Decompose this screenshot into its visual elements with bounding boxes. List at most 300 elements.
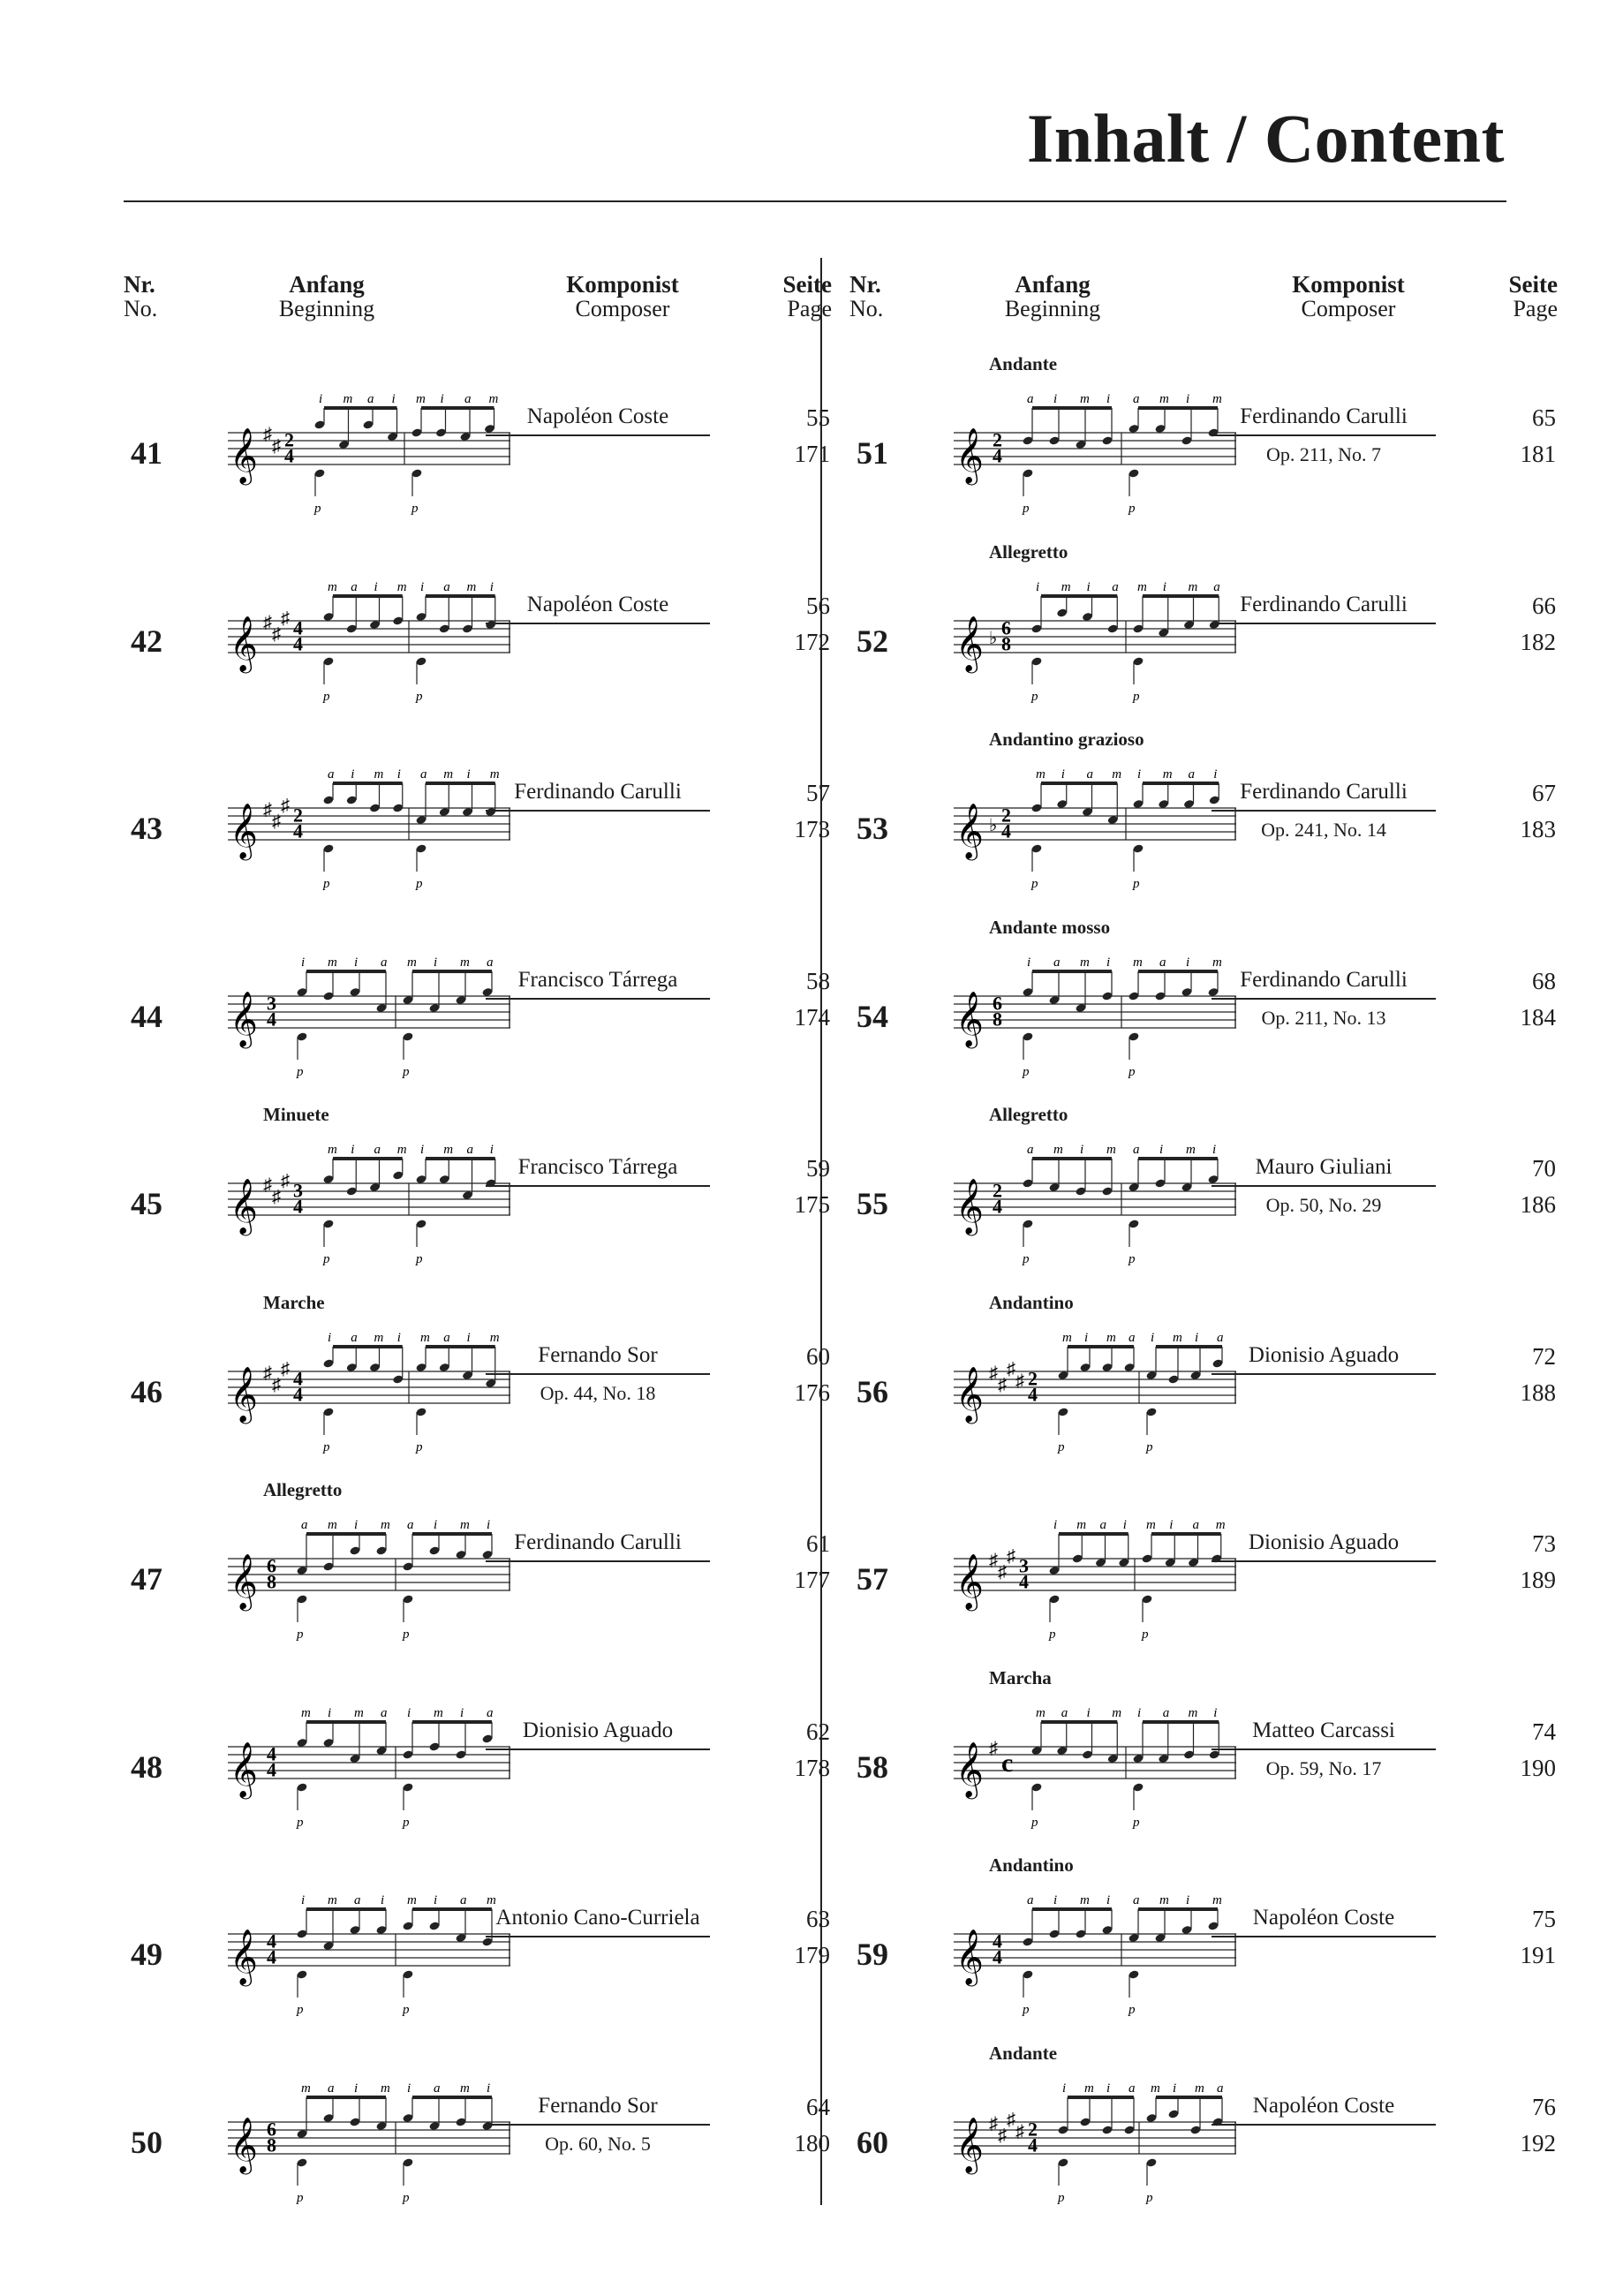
beam [1041, 1720, 1117, 1724]
music-incipit [901, 2043, 1236, 2210]
left-column [124, 265, 830, 2208]
header-beginning-de: Anfang [1015, 271, 1091, 298]
entry-incipit [901, 353, 1236, 521]
fingering: a [434, 2081, 441, 2096]
treble-clef-icon: 𝄞 [230, 1930, 258, 1983]
fingering: i [1106, 392, 1111, 406]
fingering: m [1173, 1330, 1182, 1345]
beam [306, 2096, 386, 2099]
page-number-music: 76 [1532, 2093, 1556, 2120]
header-beginning-de: Anfang [289, 271, 365, 298]
sharp-icon: ♯ [272, 624, 281, 644]
entry-incipit [175, 1479, 510, 1647]
fingering: p [297, 2003, 304, 2017]
sharp-icon: ♯ [989, 1363, 998, 1383]
fingering: m [407, 955, 417, 970]
opus-number: Op. 211, No. 7 [1266, 443, 1381, 465]
fingering: m [1212, 955, 1222, 970]
time-signature-top: 3 [267, 991, 276, 1014]
fingering: p [1023, 1252, 1030, 1266]
time-signature-top: 6 [267, 2117, 276, 2140]
contents-entry [124, 1292, 830, 1460]
fingering: m [1036, 767, 1046, 782]
fingering: i [301, 955, 306, 970]
fingering: i [391, 392, 396, 406]
sharp-icon: ♯ [998, 2126, 1007, 2145]
music-incipit [175, 1854, 510, 2022]
sharp-icon: ♯ [281, 796, 290, 816]
tempo-marking: Allegretto [989, 540, 1068, 563]
page-number-text: 186 [1520, 1191, 1556, 1218]
beam [426, 594, 495, 598]
header-composer-en: Composer [575, 296, 670, 322]
treble-clef-icon: 𝄞 [955, 1180, 984, 1233]
header-number-de: Nr. [124, 271, 155, 298]
time-signature-bottom: 4 [267, 1007, 276, 1030]
fingering: m [396, 1143, 407, 1157]
fingering: i [374, 579, 378, 594]
beam [306, 1907, 386, 1911]
music-incipit [175, 1292, 510, 1460]
fingering: i [420, 1143, 425, 1157]
fingering: p [1031, 877, 1038, 891]
time-signature-bottom: 4 [1019, 1570, 1029, 1593]
entry-number: 49 [131, 1937, 162, 1972]
beam [1138, 970, 1218, 973]
fingering: i [1053, 1893, 1058, 1907]
fingering: i [460, 1705, 464, 1720]
fingering: m [1159, 1893, 1169, 1907]
music-incipit [175, 353, 510, 521]
fingering: m [396, 579, 407, 594]
contents-entry [849, 2043, 1556, 2210]
fingering: m [1133, 955, 1143, 970]
beam [1032, 406, 1112, 410]
fingering: a [1086, 767, 1093, 782]
treble-clef-icon: 𝄞 [230, 1180, 258, 1233]
time-signature-bottom: 4 [1028, 2133, 1038, 2156]
fingering: m [381, 1518, 390, 1532]
header-page-de: Seite [782, 271, 832, 298]
fingering: i [1186, 1893, 1190, 1907]
contents-entry [124, 1667, 830, 1835]
header-page-de: Seite [1508, 271, 1558, 298]
music-incipit [175, 1667, 510, 1835]
fingering: i [407, 1705, 411, 1720]
fingering: i [381, 1893, 385, 1907]
fingering: i [1213, 767, 1218, 782]
fingering: m [1106, 1143, 1116, 1157]
fingering: i [434, 1893, 438, 1907]
fingering: p [411, 502, 419, 516]
fingering: i [354, 2081, 359, 2096]
treble-clef-icon: 𝄞 [955, 2118, 984, 2171]
fingering: i [1086, 1705, 1091, 1720]
opus-number: Op. 241, No. 14 [1261, 819, 1386, 841]
entry-incipit [175, 1667, 510, 1835]
fingering: a [466, 1143, 473, 1157]
music-incipit [175, 1479, 510, 1647]
treble-clef-icon: 𝄞 [230, 1367, 258, 1421]
fingering: p [416, 1439, 423, 1454]
time-signature-bottom: 4 [293, 1195, 303, 1218]
header-number-en: No. [124, 296, 158, 322]
tempo-marking: Andante [989, 2042, 1058, 2064]
fingering: a [351, 1330, 358, 1345]
fingering: a [328, 2081, 335, 2096]
header-number-en: No. [849, 296, 884, 322]
entry-incipit [175, 1854, 510, 2022]
page-title: Inhalt / Content [1026, 100, 1505, 177]
beam [1041, 594, 1117, 598]
fingering: a [1027, 1143, 1034, 1157]
fingering: p [297, 2190, 304, 2205]
fingering: i [487, 1518, 491, 1532]
sharp-icon: ♯ [998, 1562, 1007, 1582]
fingering: a [351, 579, 358, 594]
fingering: i [1173, 2081, 1177, 2096]
fingering: a [301, 1518, 308, 1532]
fingering: m [1112, 1705, 1122, 1720]
fingering: a [1159, 955, 1166, 970]
beam [1138, 1907, 1218, 1911]
fingering: p [297, 1815, 304, 1830]
page-number-text: 178 [794, 1754, 830, 1781]
fingering: i [301, 1893, 306, 1907]
time-signature-bottom: 4 [293, 631, 303, 654]
time-signature-top: 6 [1001, 616, 1011, 638]
beam [412, 1907, 492, 1911]
fingering: m [1076, 1518, 1087, 1532]
time-signature-top: 2 [284, 428, 294, 451]
tempo-marking: Andantino grazioso [989, 729, 1144, 750]
fingering: i [1169, 1518, 1174, 1532]
fingering: m [416, 392, 426, 406]
sharp-icon: ♯ [1007, 2110, 1015, 2129]
fingering: i [1122, 1518, 1127, 1532]
fingering: i [466, 767, 471, 782]
contents-entry [849, 541, 1556, 709]
fingering: m [1162, 767, 1173, 782]
fingering: a [1099, 1518, 1106, 1532]
fingering: a [443, 1330, 450, 1345]
page-number-music: 57 [806, 780, 830, 806]
time-signature-bottom: 4 [267, 1757, 276, 1780]
contents-entry [849, 729, 1556, 896]
fingering: p [416, 1252, 423, 1266]
right-column [849, 265, 1556, 2208]
page-number-music: 60 [806, 1342, 830, 1370]
music-incipit [901, 353, 1236, 521]
time-signature-bottom: 8 [267, 1570, 276, 1593]
fingering: p [1058, 2190, 1065, 2205]
fingering: i [1106, 1893, 1111, 1907]
fingering: p [1023, 2003, 1030, 2017]
fingering: m [1215, 1518, 1226, 1532]
entry-incipit [175, 729, 510, 896]
beam [324, 406, 397, 410]
sharp-icon: ♯ [272, 1375, 281, 1394]
title-rule [124, 200, 1506, 202]
music-incipit [901, 729, 1236, 896]
time-signature-top: 2 [993, 428, 1002, 451]
fingering: p [1146, 1439, 1153, 1454]
fingering: m [1080, 1893, 1090, 1907]
time-signature-bottom: 4 [284, 444, 294, 467]
fingering: a [1053, 955, 1061, 970]
fingering: m [301, 1705, 311, 1720]
time-signature-bottom: 8 [993, 1007, 1002, 1030]
fingering: a [443, 579, 450, 594]
fingering: m [374, 1330, 384, 1345]
fingering: p [323, 689, 330, 704]
fingering: i [1213, 1705, 1218, 1720]
fingering: i [489, 1143, 494, 1157]
sharp-icon: ♯ [989, 1738, 998, 1758]
entry-incipit [175, 1292, 510, 1460]
fingering: p [403, 1815, 410, 1830]
sharp-icon: ♯ [1007, 1546, 1015, 1567]
time-signature: c [1001, 1748, 1014, 1778]
beam [306, 970, 386, 973]
flat-icon: ♭ [989, 628, 998, 648]
opus-number: Op. 60, No. 5 [545, 2132, 651, 2155]
fingering: i [1106, 2081, 1111, 2096]
time-signature-top: 2 [1028, 2117, 1038, 2140]
entry-incipit [901, 1104, 1236, 1272]
sharp-icon: ♯ [1015, 2121, 1024, 2141]
composer-name: Napoléon Coste [486, 404, 710, 436]
fingering: p [1031, 1815, 1038, 1830]
fingering: i [1162, 579, 1166, 594]
entry-number: 57 [857, 1561, 888, 1597]
entry-number: 44 [131, 998, 162, 1034]
beam [333, 594, 403, 598]
beam [1143, 782, 1219, 785]
entry-number: 58 [857, 1748, 888, 1785]
music-incipit [901, 1479, 1236, 1647]
fingering: i [1080, 1143, 1084, 1157]
sharp-icon: ♯ [272, 812, 281, 832]
fingering: a [367, 392, 374, 406]
music-incipit [175, 917, 510, 1084]
fingering: i [440, 392, 444, 406]
composer-name: Ferdinando Carulli [486, 1530, 710, 1562]
fingering: m [466, 579, 477, 594]
fingering: a [381, 1705, 388, 1720]
composer-name: Dionisio Aguado [1212, 1343, 1436, 1375]
sharp-icon: ♯ [263, 800, 272, 819]
fingering: p [1023, 502, 1030, 516]
fingering: m [1188, 579, 1198, 594]
page-number-text: 173 [794, 816, 830, 842]
entry-number: 46 [131, 1373, 162, 1409]
time-signature-bottom: 4 [993, 1195, 1002, 1218]
header-number-de: Nr. [849, 271, 881, 298]
fingering: i [1137, 767, 1142, 782]
music-incipit [175, 729, 510, 896]
contents-entry [849, 1292, 1556, 1460]
header-composer-de: Komponist [566, 271, 679, 298]
page-number-music: 58 [806, 967, 830, 994]
fingering: i [351, 767, 355, 782]
page-number-music: 74 [1532, 1718, 1556, 1745]
composer-name: Ferdinando Carulli [1212, 404, 1436, 436]
fingering: m [1212, 1893, 1222, 1907]
tempo-marking: Allegretto [263, 1479, 343, 1500]
beam [1032, 970, 1112, 973]
fingering: p [416, 877, 423, 891]
time-signature-top: 6 [267, 1554, 276, 1577]
fingering: m [489, 1330, 500, 1345]
page-number-music: 75 [1532, 1906, 1556, 1932]
fingering: m [443, 1143, 454, 1157]
page-number-music: 56 [806, 592, 830, 619]
beam [1138, 406, 1218, 410]
fingering: i [1084, 1330, 1089, 1345]
header-beginning-en: Beginning [278, 296, 375, 322]
fingering: m [354, 1705, 364, 1720]
sharp-icon: ♯ [281, 1359, 290, 1378]
fingering: a [1027, 1893, 1034, 1907]
beam [412, 1720, 492, 1724]
fingering: m [1151, 2081, 1160, 2096]
page-number-music: 68 [1532, 967, 1556, 994]
header-page-en: Page [787, 296, 832, 322]
time-signature-bottom: 4 [1028, 1382, 1038, 1405]
fingering: m [1053, 1143, 1063, 1157]
contents-entry [124, 917, 830, 1084]
fingering: i [1159, 1143, 1164, 1157]
contents-entry [849, 353, 1556, 521]
fingering: i [407, 2081, 411, 2096]
page-number-music: 72 [1532, 1342, 1556, 1370]
page-number-text: 189 [1520, 1567, 1556, 1593]
time-signature-top: 2 [1001, 804, 1011, 827]
composer-name: Fernando Sor [486, 2094, 710, 2126]
fingering: i [434, 955, 438, 970]
time-signature-top: 2 [1028, 1366, 1038, 1389]
fingering: a [1188, 767, 1195, 782]
fingering: p [323, 1439, 330, 1454]
composer-name: Napoléon Coste [1212, 1906, 1436, 1937]
fingering: a [328, 767, 335, 782]
tempo-marking: Marcha [989, 1666, 1052, 1688]
fingering: i [1036, 579, 1040, 594]
fingering: m [1061, 579, 1071, 594]
fingering: p [1146, 2190, 1153, 2205]
fingering: a [354, 1893, 361, 1907]
tempo-marking: Allegretto [989, 1104, 1068, 1125]
header-composer-en: Composer [1301, 296, 1396, 322]
time-signature-top: 3 [293, 1179, 303, 1202]
entry-incipit [901, 729, 1236, 896]
fingering: m [1084, 2081, 1094, 2096]
music-incipit [901, 1854, 1236, 2022]
beam [306, 1720, 386, 1724]
fingering: a [464, 392, 472, 406]
contents-entry [124, 353, 830, 521]
fingering: i [420, 579, 425, 594]
fingering: a [487, 1705, 494, 1720]
fingering: p [1133, 1815, 1140, 1830]
treble-clef-icon: 𝄞 [955, 1742, 984, 1796]
opus-number: Op. 44, No. 18 [540, 1381, 656, 1404]
time-signature-top: 6 [993, 991, 1002, 1014]
treble-clef-icon: 𝄞 [955, 992, 984, 1046]
page-number-music: 66 [1532, 592, 1556, 619]
tempo-marking: Andantino [989, 1291, 1074, 1313]
time-signature-top: 4 [267, 1741, 276, 1764]
fingering: a [460, 1893, 467, 1907]
fingering: m [1106, 1330, 1116, 1345]
beam [333, 1157, 403, 1160]
composer-name: Ferdinando Carulli [1212, 780, 1436, 812]
music-incipit [901, 1104, 1236, 1272]
composer-name: Ferdinando Carulli [486, 780, 710, 812]
sharp-icon: ♯ [281, 608, 290, 628]
entry-number: 53 [857, 811, 888, 846]
time-signature-bottom: 4 [293, 1382, 303, 1405]
fingering: p [1133, 877, 1140, 891]
fingering: p [1049, 1628, 1056, 1642]
fingering: p [403, 2190, 410, 2205]
fingering: m [460, 2081, 470, 2096]
time-signature-bottom: 4 [293, 819, 303, 842]
music-incipit [901, 917, 1236, 1084]
fingering: p [323, 1252, 330, 1266]
entry-number: 45 [131, 1186, 162, 1221]
fingering: i [319, 392, 323, 406]
page-number-music: 62 [806, 1718, 830, 1745]
fingering: i [1027, 955, 1031, 970]
fingering: m [1112, 767, 1122, 782]
entry-number: 47 [131, 1561, 162, 1597]
fingering: m [487, 1893, 496, 1907]
contents-entry [849, 917, 1556, 1084]
time-signature-bottom: 4 [993, 444, 1002, 467]
composer-name: Ferdinando Carulli [1212, 968, 1436, 1000]
fingering: a [381, 955, 388, 970]
page-number-text: 174 [794, 1003, 830, 1031]
header-page-en: Page [1513, 296, 1558, 322]
page-number-music: 67 [1532, 780, 1556, 806]
entry-number: 52 [857, 623, 888, 659]
contents-entry [849, 1479, 1556, 1647]
beam [1143, 1720, 1219, 1724]
beam [412, 970, 492, 973]
header-number [849, 272, 883, 321]
entry-number: 50 [131, 2124, 162, 2160]
header-composer [503, 272, 742, 321]
fingering: a [1133, 1893, 1140, 1907]
fingering: i [1212, 1143, 1217, 1157]
entry-incipit [175, 1104, 510, 1272]
music-incipit [901, 1667, 1236, 1835]
fingering: i [1195, 1330, 1199, 1345]
flat-icon: ♭ [989, 816, 998, 835]
music-incipit [175, 2043, 510, 2210]
fingering: a [374, 1143, 381, 1157]
fingering: i [351, 1143, 355, 1157]
fingering: m [328, 1518, 337, 1532]
beam [426, 782, 495, 785]
sharp-icon: ♯ [263, 1175, 272, 1195]
beam [1138, 1157, 1218, 1160]
composer-name: Antonio Cano-Curriela [486, 1906, 710, 1937]
header-composer [1229, 272, 1468, 321]
fingering: i [1053, 392, 1058, 406]
